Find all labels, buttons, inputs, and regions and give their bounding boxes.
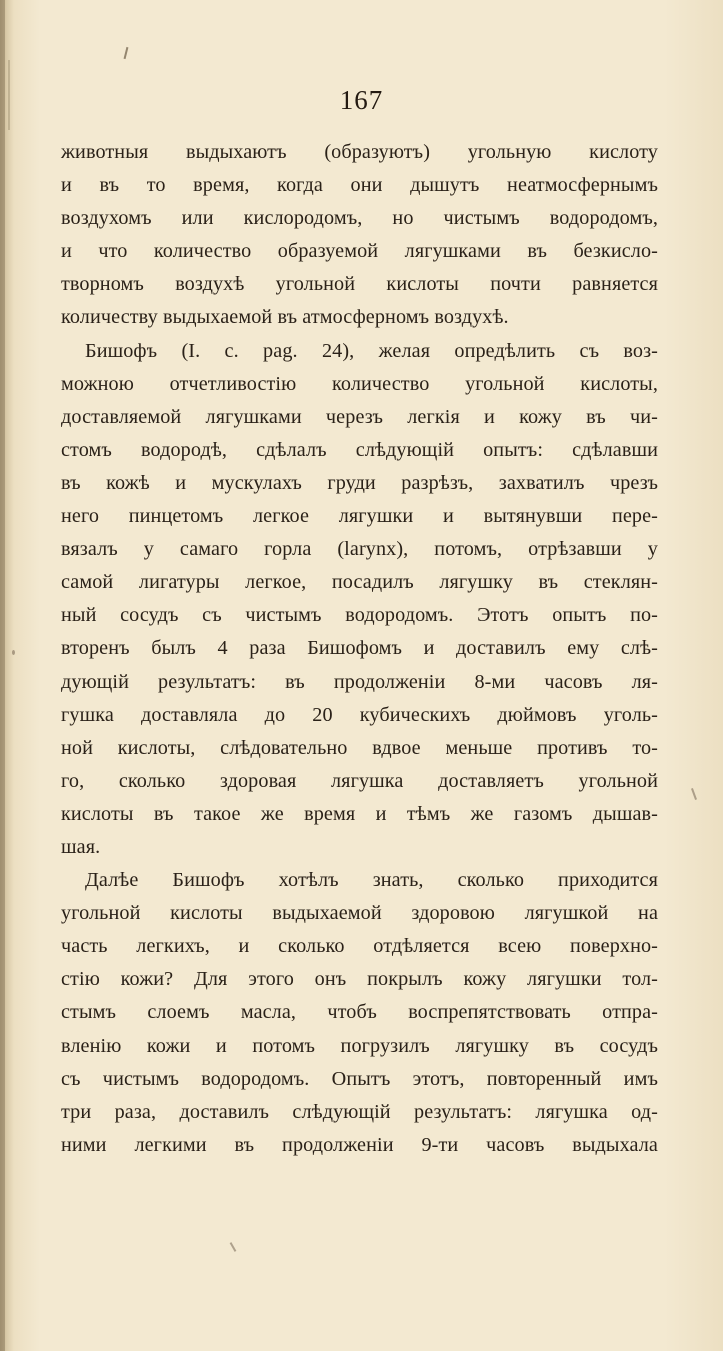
margin-speck: [691, 788, 697, 800]
text-line: и въ то время, когда они дышутъ неатмосфернымъ: [61, 174, 658, 197]
margin-speck: [12, 650, 15, 655]
paragraph-start-line: Бишофъ (I. c. pag. 24), желая опредѣлить съ воз-: [85, 339, 658, 362]
page-binding-edge: [0, 0, 5, 1351]
text-line: дующій результатъ: въ продолженіи 8-ми часовъ ля-: [61, 670, 658, 693]
text-line: кислоты въ такое же время и тѣмъ же газомъ дышав-: [61, 802, 658, 825]
text-line: животныя выдыхаютъ (образуютъ) угольную кислоту: [61, 141, 658, 163]
text-line: съ чистымъ водородомъ. Опытъ этотъ, повторенный имъ: [61, 1067, 658, 1090]
text-line: можною отчетливостію количество угольной кислоты,: [61, 372, 658, 395]
text-line: угольной кислоты выдыхаемой здоровою лягушкой на: [61, 902, 658, 925]
text-line: ними легкими въ продолженіи 9-ти часовъ выдыхала: [61, 1133, 658, 1156]
text-line: часть легкихъ, и сколько отдѣляется всею поверхно-: [61, 935, 658, 958]
text-line: творномъ воздухѣ угольной кислоты почти равняется: [61, 273, 658, 296]
text-line: гушка доставляла до 20 кубическихъ дюймовъ уголь-: [61, 703, 658, 726]
text-line: доставляемой лягушками черезъ легкія и кожу въ чи-: [61, 405, 658, 428]
paragraph-start-line: Далѣе Бишофъ хотѣлъ знать, сколько приходится: [85, 869, 658, 892]
body-text: [61, 136, 658, 1162]
text-line: стомъ водородѣ, сдѣлалъ слѣдующій опытъ: сдѣлавши: [61, 438, 658, 461]
margin-speck: [230, 1242, 237, 1252]
text-line: него пинцетомъ легкое лягушки и вытянувши пере-: [61, 505, 658, 528]
text-line: въ кожѣ и мускулахъ груди разрѣзъ, захватилъ чрезъ: [61, 471, 658, 494]
text-line: шая.: [61, 835, 101, 858]
text-line: го, сколько здоровая лягушка доставляетъ угольной: [61, 769, 658, 792]
text-line: количеству выдыхаемой въ атмосферномъ воздухѣ.: [61, 306, 509, 329]
text-line: три раза, доставилъ слѣдующій результатъ: лягушка од-: [61, 1100, 658, 1123]
text-line: стымъ слоемъ масла, чтобъ воспрепятствовать отпра-: [61, 1001, 658, 1024]
text-line: и что количество образуемой лягушками въ безкисло-: [61, 240, 658, 263]
text-line: самой лигатуры легкое, посадилъ лягушку въ стеклян-: [61, 571, 658, 594]
ink-mark: [124, 47, 129, 59]
text-line: ный сосудъ съ чистымъ водородомъ. Этотъ опытъ по-: [61, 604, 658, 627]
text-line: стію кожи? Для этого онъ покрылъ кожу лягушки тол-: [61, 968, 658, 991]
page-number: 167: [339, 85, 384, 115]
text-line: воздухомъ или кислородомъ, но чистымъ водородомъ,: [61, 207, 658, 230]
text-line: вторенъ былъ 4 раза Бишофомъ и доставилъ ему слѣ-: [61, 637, 658, 660]
text-line: вязалъ у самаго горла (larynx), потомъ, отрѣзавши у: [61, 538, 658, 561]
text-line: вленію кожи и потомъ погрузилъ лягушку въ сосудъ: [61, 1034, 658, 1057]
text-line: ной кислоты, слѣдовательно вдвое меньше противъ то-: [61, 736, 658, 759]
